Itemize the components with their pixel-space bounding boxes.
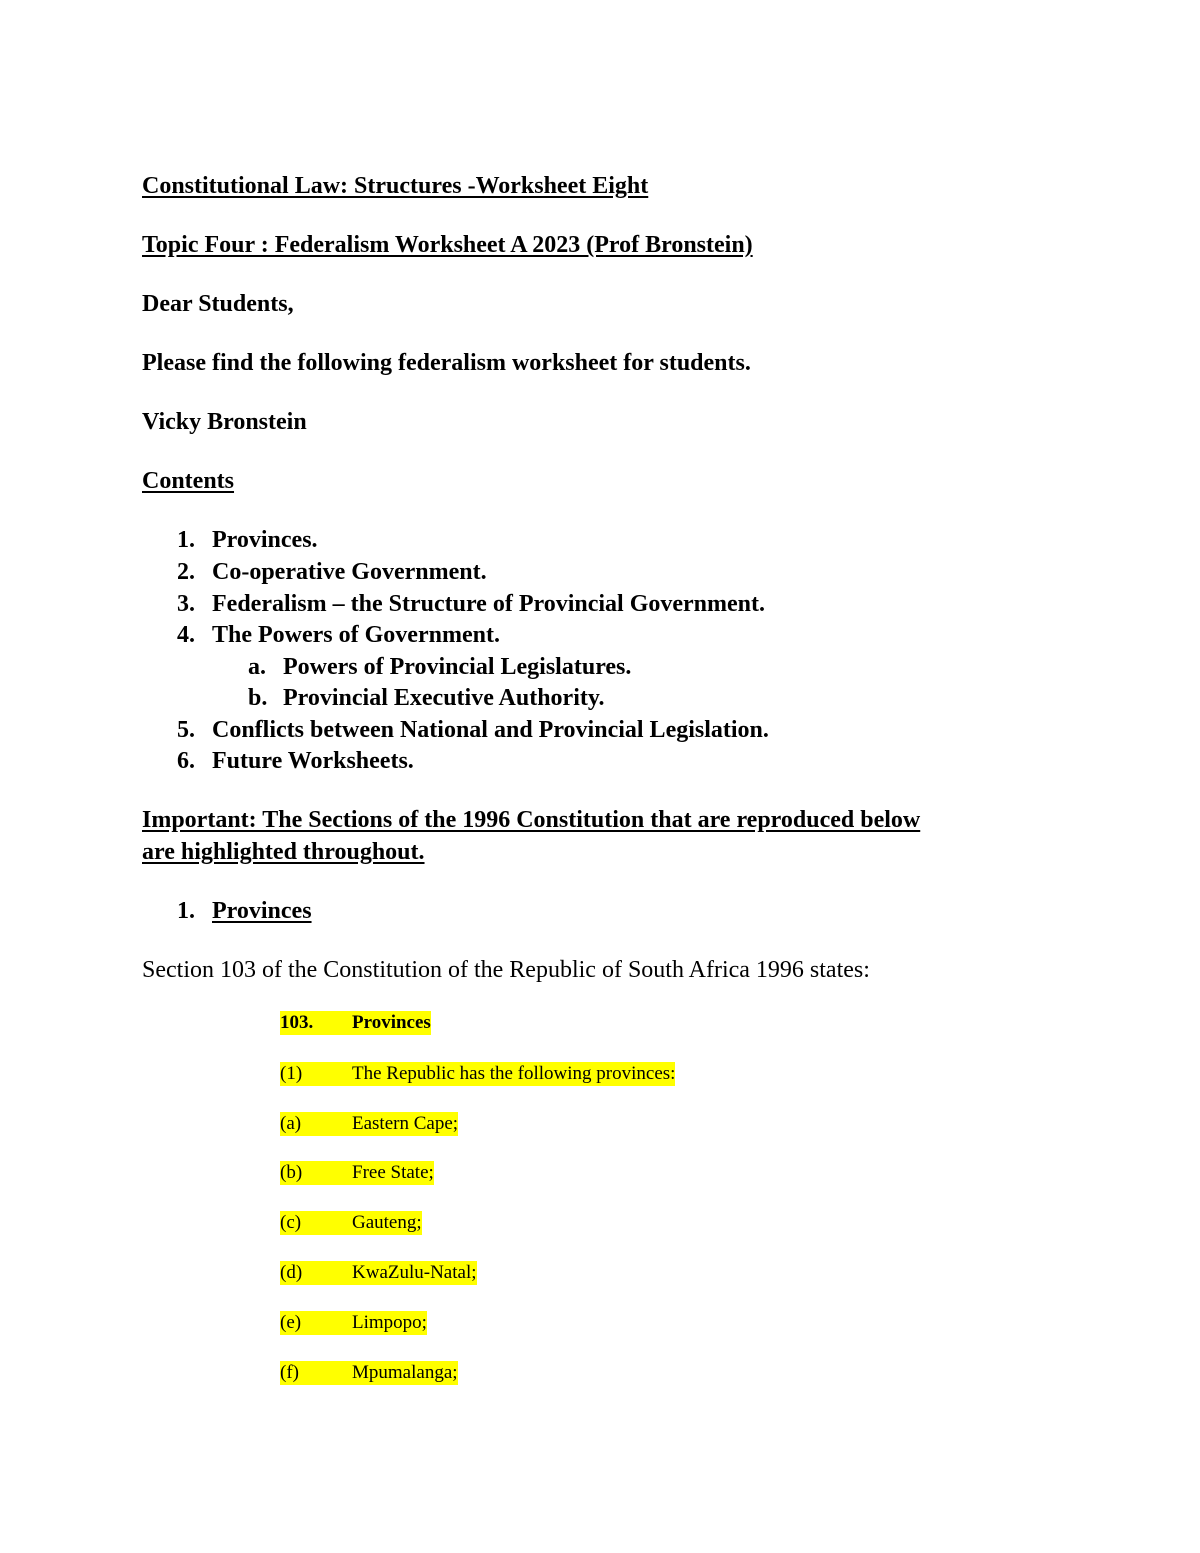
contents-heading: Contents: [142, 468, 235, 494]
contents-item-text: Co-operative Government.: [212, 559, 487, 585]
contents-item-number: 5.: [177, 717, 195, 743]
section-title: Provinces: [212, 898, 312, 924]
constitution-section-number: 103.: [280, 1011, 352, 1035]
important-note-line-2: are highlighted throughout.: [142, 839, 425, 865]
clause-label: (c): [280, 1211, 352, 1235]
clause-label: (a): [280, 1112, 352, 1136]
intro-text: Please find the following federalism worksheet for students.: [142, 350, 751, 376]
contents-item-number: 3.: [177, 591, 195, 617]
topic-heading: Topic Four : Federalism Worksheet A 2023 (Prof Bronstein): [142, 232, 753, 258]
contents-item-number: a.: [248, 654, 266, 680]
contents-item-text: Federalism – the Structure of Provincial Government.: [212, 591, 766, 617]
clause-label: (d): [280, 1261, 352, 1285]
constitution-clause: [280, 1261, 477, 1285]
clause-label: (e): [280, 1311, 352, 1335]
contents-item-text: Provincial Executive Authority.: [283, 685, 605, 711]
constitution-clause: [280, 1161, 434, 1185]
contents-item-number: 4.: [177, 622, 195, 648]
contents-item-number: b.: [248, 685, 268, 711]
document-title: Constitutional Law: Structures -Worksheet Eight: [142, 173, 649, 199]
clause-label: (f): [280, 1361, 352, 1385]
clause-text: Mpumalanga;: [352, 1362, 458, 1383]
contents-item-text: Conflicts between National and Provincial Legislation.: [212, 717, 769, 743]
constitution-clause: [280, 1361, 458, 1385]
clause-label: (b): [280, 1161, 352, 1185]
contents-item-number: 2.: [177, 559, 195, 585]
signature: Vicky Bronstein: [142, 409, 307, 435]
clause-text: Eastern Cape;: [352, 1113, 459, 1134]
clause-text: The Republic has the following provinces:: [352, 1063, 676, 1084]
contents-item-text: The Powers of Government.: [212, 622, 500, 648]
clause-text: Gauteng;: [352, 1212, 422, 1233]
contents-item-number: 6.: [177, 748, 195, 774]
constitution-section-title: Provinces: [352, 1012, 431, 1033]
important-note-line-1: Important: The Sections of the 1996 Constitution that are reproduced below: [142, 807, 921, 833]
clause-label: (1): [280, 1062, 352, 1086]
contents-item-text: Provinces.: [212, 527, 318, 553]
constitution-section-heading: [280, 1011, 431, 1035]
constitution-clause: [280, 1311, 427, 1335]
contents-item-number: 1.: [177, 527, 195, 553]
section-intro: Section 103 of the Constitution of the Republic of South Africa 1996 states:: [142, 957, 870, 983]
clause-text: Free State;: [352, 1162, 434, 1183]
contents-item-text: Future Worksheets.: [212, 748, 414, 774]
contents-item-text: Powers of Provincial Legislatures.: [283, 654, 632, 680]
constitution-clause: [280, 1112, 458, 1136]
greeting: Dear Students,: [142, 291, 294, 317]
clause-text: KwaZulu-Natal;: [352, 1262, 477, 1283]
section-number: 1.: [177, 898, 195, 924]
clause-text: Limpopo;: [352, 1312, 427, 1333]
constitution-clause: [280, 1062, 675, 1086]
constitution-clause: [280, 1211, 422, 1235]
